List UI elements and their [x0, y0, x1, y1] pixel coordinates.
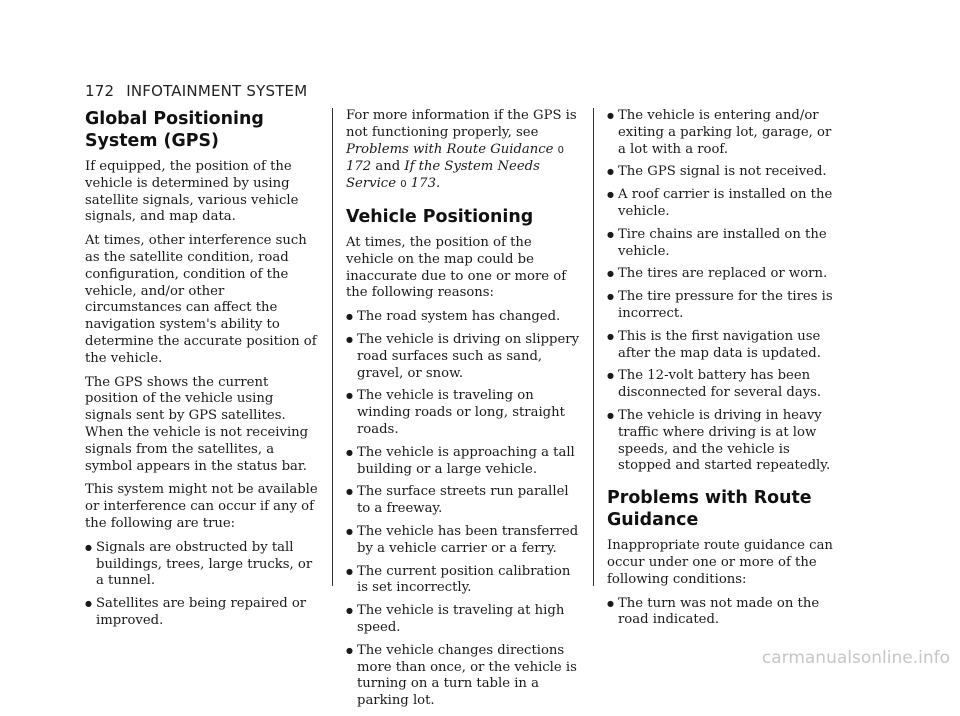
section-title: INFOTAINMENT SYSTEM — [126, 82, 308, 100]
list-item: ● The vehicle is traveling on winding roads or long, straight roads. — [346, 388, 582, 438]
list-item: ● The tires are replaced or worn. — [607, 266, 843, 283]
page-header — [85, 82, 307, 100]
gps-bullet-list — [85, 540, 321, 630]
list-item: ● The road system has changed. — [346, 309, 582, 326]
vehicle-positioning-list-continued — [607, 108, 843, 475]
list-item: ● The tire pressure for the tires is incorrect. — [607, 289, 843, 323]
page-reference-arrow-icon: 0 — [400, 179, 407, 191]
vehicle-positioning-list — [346, 309, 582, 710]
more-info-join: and — [371, 159, 405, 175]
list-item: ● The 12-volt battery has been disconnected for several days. — [607, 368, 843, 402]
list-item: ● The vehicle is approaching a tall building or a large vehicle. — [346, 445, 582, 479]
list-item: ● Satellites are being repaired or improved. — [85, 596, 321, 630]
list-item: ● The turn was not made on the road indicated. — [607, 596, 843, 630]
cross-reference-link[interactable]: Problems with Route Guidance — [346, 141, 554, 157]
list-item: ● The vehicle is driving on slippery road surfaces such as sand, gravel, or snow. — [346, 332, 582, 382]
watermark: carmanualsonline.info — [761, 648, 950, 668]
gps-paragraph: At times, other interference such as the satellite condition, road configuration, condition of the vehicle, and/or other circumstances can affect the navigation system's ability to determine the accurate position of the vehicle. — [85, 233, 317, 366]
list-item: ● The vehicle is driving in heavy traffic where driving is at low speeds, and the vehicle is stopped and started repeatedly. — [607, 408, 843, 475]
route-guidance-list — [607, 596, 843, 630]
page-number: 172 — [85, 82, 115, 100]
list-item: ● Tire chains are installed on the vehicle. — [607, 227, 843, 261]
page-reference-arrow-icon: 0 — [557, 144, 565, 156]
column-divider — [332, 108, 333, 586]
cross-reference-page[interactable]: 173 — [410, 176, 436, 192]
gps-heading — [85, 108, 321, 152]
gps-paragraph: This system might not be available or interference can occur if any of the following are true: — [85, 482, 318, 531]
route-guidance-heading-line-2: Guidance — [607, 510, 699, 531]
cross-reference-link[interactable]: If the System Needs Service — [346, 159, 540, 192]
column-divider — [593, 108, 594, 586]
route-guidance-heading — [607, 487, 843, 531]
list-item: ● The vehicle is entering and/or exiting a parking lot, garage, or a lot with a roof. — [607, 108, 843, 158]
column-2 — [346, 108, 582, 716]
gps-heading-line-1: Global Positioning — [85, 109, 264, 129]
gps-paragraph: If equipped, the position of the vehicle is determined by using satellite signals, various vehicle signals, and map data. — [85, 159, 299, 225]
more-info-end: . — [435, 176, 441, 192]
list-item: ● The vehicle changes directions more than once, or the vehicle is turning on a turn table in a parking lot. — [346, 643, 582, 710]
vehicle-positioning-intro: At times, the position of the vehicle on the map could be inaccurate due to one or more of the following reasons: — [346, 234, 567, 301]
gps-heading-line-2: System (GPS) — [85, 131, 219, 151]
more-info-lead: For more information if the GPS is not functioning properly, see — [346, 108, 577, 140]
column-3 — [607, 108, 843, 635]
column-1 — [85, 108, 321, 636]
list-item: ● The vehicle is traveling at high speed. — [346, 603, 582, 637]
list-item: ● The surface streets run parallel to a freeway. — [346, 484, 582, 518]
route-guidance-heading-line-1: Problems with Route — [607, 488, 812, 509]
list-item: ● Signals are obstructed by tall buildings, trees, large trucks, or a tunnel. — [85, 540, 321, 590]
vehicle-positioning-heading: Vehicle Positioning — [346, 206, 534, 227]
list-item: ● The current position calibration is set incorrectly. — [346, 564, 582, 598]
list-item: ● The vehicle has been transferred by a vehicle carrier or a ferry. — [346, 524, 582, 558]
list-item: ● The GPS signal is not received. — [607, 164, 843, 181]
list-item: ● A roof carrier is installed on the vehicle. — [607, 187, 843, 221]
gps-paragraph: The GPS shows the current position of the vehicle using signals sent by GPS satellites. When the vehicle is not receiving signals from the satellites, a symbol appears in the status bar. — [85, 374, 309, 474]
cross-reference-page[interactable]: 172 — [346, 159, 372, 175]
more-info-paragraph — [346, 108, 582, 194]
list-item: ● This is the first navigation use after the map data is updated. — [607, 329, 843, 363]
route-guidance-intro: Inappropriate route guidance can occur under one or more of the following conditions: — [607, 538, 833, 587]
